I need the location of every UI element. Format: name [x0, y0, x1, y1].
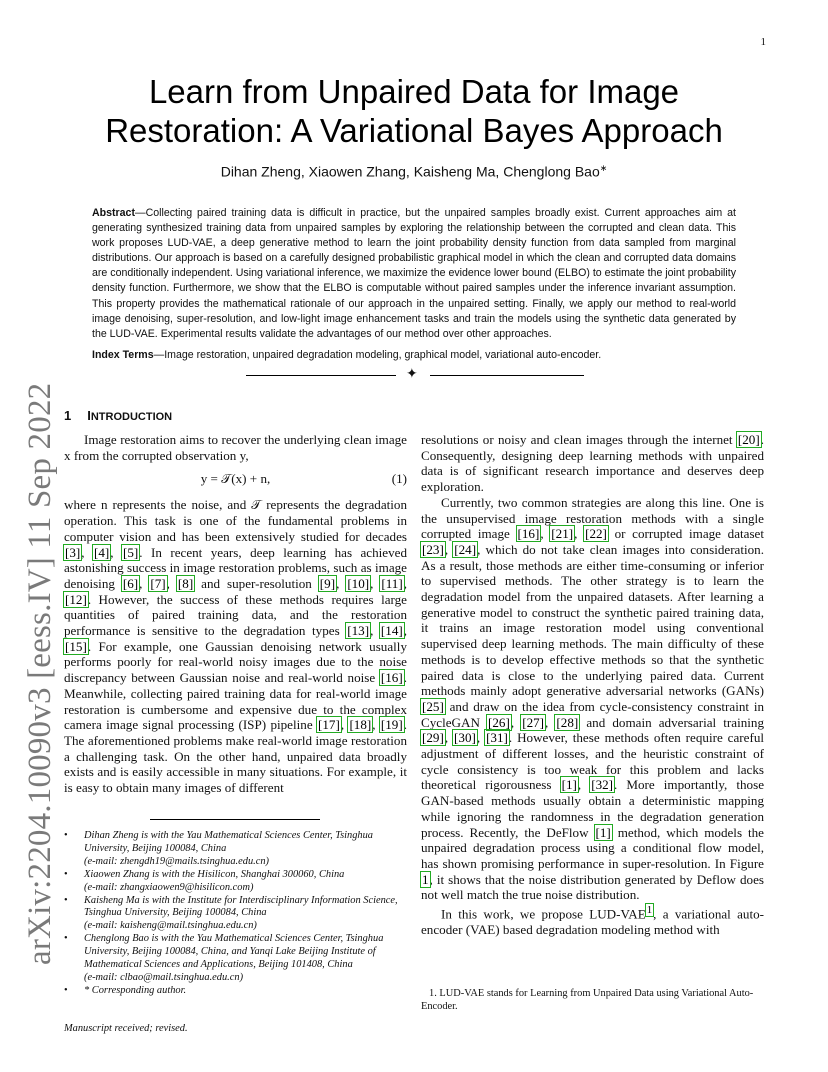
citation-link[interactable]: [18] — [349, 717, 372, 733]
citation-link[interactable]: [29] — [422, 730, 444, 746]
citation-link[interactable]: [23] — [422, 541, 444, 557]
text-run: . Meanwhile, collecting paired training data for real-world image restoration is cumbersome and expensive due to the complex camera image signal processing (ISP) pipeline — [64, 670, 407, 733]
citation-link[interactable]: [31] — [486, 730, 508, 746]
text-run: . However, these methods often require careful adjustment of different losses, and the heuristic constraint of cycle consistency is too weak for this problem and lacks theoretical rigorousness — [421, 730, 765, 793]
citation-link[interactable]: [3] — [65, 544, 81, 560]
affiliation-email: (e-mail: zhengdh19@mails.tsinghua.edu.cn) — [84, 855, 270, 867]
bullet-icon: • — [64, 894, 68, 906]
affiliation-item — [64, 830, 407, 869]
text-run: resolutions or noisy and clean images through the internet — [421, 432, 737, 447]
section-title-initial: I — [87, 408, 91, 423]
citation-link[interactable]: [28] — [556, 714, 579, 730]
text-run: . More importantly, those GAN-based methods usually obtain a deterministic mapping while ignoring the randomness in the degradation generation process. Recently, the DeFlow — [421, 777, 765, 840]
abstract-text: —Collecting paired training data is difficult in practice, but the unpaired samples broadly exist. Current approaches aim at generating synthesized training data from unpaired samples by exploring the relationship between the corrupted and clean data. This work proposes LUD-VAE, a deep generative method to learn the joint probability density function from data sampled from marginal distributions. Our approach is based on a carefully designed probabilistic graphical model in which the clean and corrupted data domains are conditionally independent. Using variational inference, we maximize the evidence lower bound (ELBO) to estimate the joint probability density function. Furthermore, we show that the ELBO is computable without paired samples under the inference invariant assumption. This property provides the mathematical rationale of our approach in the unpaired setting. Finally, we apply our method to real-world image denoising, super-resolution, and low-light image enhancement tasks and train the models using the synthetic data generated by the LUD-VAE. Experimental results validate the advantages of our method over other approaches. — [92, 207, 736, 340]
corresponding-author-mark: ∗ — [599, 163, 608, 173]
right-column — [421, 432, 764, 938]
affiliation-text: Dihan Zheng is with the Yau Mathematical Sciences Center, Tsinghua University, Beijing 100084, China — [84, 830, 374, 854]
citation-link[interactable]: [8] — [177, 575, 194, 591]
affiliation-item — [64, 933, 407, 985]
paragraph-strategies: Currently, two common strategies are along this line. One is the unsupervised image restoration methods with a single corrupted image [16], [21], [22] or corrupted image dataset [23], [24], which do not take clean images into consideration. As a result, those methods are either time-consuming or inferior to supervised methods. The other strategy is to learn the degradation model from the unpaired datasets. After learning a generative model to construct the synthetic paired training data, it trains an image restoration model using conventional supervised deep learning methods. The main difficulty of these methods is to develop effective methods so that the synthetic paired data is close to the underlying paired data. Current methods mainly adopt generative adversarial networks (GANs) [25] and draw on the idea from cycle-consistency constraint in CycleGAN [26], [27], [28] and domain adversarial training [29], [30], [31]. However, these methods often require careful adjustment of different losses, and the heuristic constraint of cycle consistency is too weak for this problem and lacks theoretical rigorousness [1], [32]. More importantly, those GAN-based methods usually obtain a deterministic mapping while ignoring the randomness in the degradation generation process. Recently, the DeFlow [1] method, which models the unpaired degradation process using a conditional flow model, has shown promising performance in super-resolution. In Figure 1, it shows that the noise distribution generated by Deflow does not well match the true noise distribution. — [421, 494, 765, 903]
title-line-2: Restoration: A Variational Bayes Approach — [105, 112, 723, 149]
author-affiliations — [64, 830, 407, 998]
citation-link[interactable]: [7] — [150, 575, 166, 591]
abstract — [92, 206, 736, 342]
citation-link[interactable]: [15] — [65, 638, 87, 654]
section-divider — [246, 368, 586, 382]
affiliation-text: Kaisheng Ma is with the Institute for Interdisciplinary Information Science, Tsinghua University, Beijing 100084, China — [84, 894, 398, 919]
text-run: and draw on the idea from cycle-consistency constraint in CycleGAN — [421, 698, 764, 730]
text-run: . The aforementioned problems make real-world image restoration a challenging task. On the other hand, unpaired data broadly exists and is easily accessible in many situations. For example, it is easy to obtain many images of different — [64, 717, 407, 796]
section-title-rest: NTRODUCTION — [90, 411, 173, 423]
citation-link[interactable]: [10] — [347, 575, 370, 591]
equation-1 — [64, 471, 407, 489]
citation-link[interactable]: [9] — [319, 575, 336, 591]
citation-link[interactable]: [16] — [517, 526, 540, 542]
text-run: , which do not take clean images into consideration. As a result, those methods are either time-consuming or inferior to supervised methods. The other strategy is to learn the degradation model from the unpaired datasets. After learning a generative model to construct the synthetic paired training data, it trains an image restoration model using conventional supervised deep learning methods. The main difficulty of these methods is to develop effective methods so that the synthetic paired data is close to the underlying paired data. Current methods mainly adopt generative adversarial networks (GANs) — [421, 541, 765, 699]
citation-link[interactable]: [25] — [422, 698, 444, 714]
citation-link[interactable]: [4] — [94, 544, 110, 560]
equation-body: y = 𝒯(x) + n, — [200, 471, 271, 487]
paragraph-continued — [421, 432, 764, 495]
index-terms-text: —Image restoration, unpaired degradation modeling, graphical model, variational auto-encoder. — [153, 349, 602, 361]
footnote-link[interactable]: 1 — [646, 904, 653, 917]
text-run: . In recent years, deep learning has achieved astonishing success in image restoration problems, such as image denoising — [64, 544, 408, 591]
citation-link[interactable]: [14] — [380, 623, 403, 639]
text-run: method, which models the unpaired degradation process using a conditional flow model, has shown promising performance in super-resolution. In Figure — [421, 824, 764, 871]
divider-diamond-icon: ✦ — [406, 367, 418, 382]
divider-rule-left — [246, 375, 396, 376]
citation-link[interactable]: [16] — [380, 670, 403, 686]
footnote-lud-vae: 1. LUD-VAE stands for Learning from Unpaired Data using Variational Auto-Encoder. — [421, 988, 754, 1012]
citation-link[interactable]: [12] — [65, 591, 87, 607]
text-run: . Consequently, designing deep learning methods with unpaired data is of significant research importance and deserves deep exploration. — [421, 432, 764, 495]
bullet-icon: • — [64, 984, 68, 996]
index-terms — [92, 348, 736, 363]
affiliation-text: Chenglong Bao is with the Yau Mathematical Sciences Center, Tsinghua University, Beijing 100084, China, and Yanqi Lake Beijing Institute of Mathematical Sciences and Applications, Beijing 101408, China — [84, 933, 384, 971]
citation-link[interactable]: [30] — [454, 730, 476, 746]
citation-link[interactable]: [5] — [123, 544, 139, 560]
affiliation-item — [64, 869, 407, 895]
corresponding-author-note: * Corresponding author. — [84, 984, 187, 996]
bullet-icon: • — [64, 933, 68, 945]
affiliation-email: (e-mail: clbao@mail.tsinghua.edu.cn) — [84, 971, 244, 983]
author-names: Dihan Zheng, Xiaowen Zhang, Kaisheng Ma, Chenglong Bao — [220, 163, 600, 180]
citation-link[interactable]: [20] — [737, 432, 760, 447]
citation-link[interactable]: [21] — [551, 526, 574, 542]
citation-link[interactable]: [6] — [122, 575, 139, 591]
text-run: , a variational auto-encoder (VAE) based degradation modeling method with — [421, 906, 765, 938]
citation-link[interactable]: [13] — [347, 623, 370, 639]
manuscript-note: Manuscript received; revised. — [64, 1023, 188, 1034]
divider-rule-right — [430, 375, 584, 376]
affiliation-text: Xiaowen Zhang is with the Hisilicon, Shanghai 300060, China — [84, 868, 345, 880]
citation-link[interactable]: [17] — [317, 717, 340, 733]
paper-title — [0, 72, 828, 150]
affiliation-email: (e-mail: zhangxiaowen9@hisilicon.com) — [84, 881, 254, 893]
affiliation-item — [64, 895, 407, 934]
text-run: where n represents the noise, and 𝒯 represents the degradation operation. This task is one of the fundamental problems in computer vision and has been extensively studied for decades — [64, 497, 407, 544]
bullet-icon: • — [64, 830, 68, 841]
citation-link[interactable]: [22] — [585, 526, 607, 542]
footnote-rule — [150, 819, 320, 820]
paragraph-proposal — [421, 903, 764, 938]
paragraph-intro: Image restoration aims to recover the underlying clean image x from the corrupted observation y, — [64, 432, 407, 463]
left-column — [64, 432, 407, 796]
citation-link[interactable]: [27] — [522, 714, 545, 730]
citation-link[interactable]: [1] — [561, 777, 577, 793]
text-run: and super-resolution — [194, 575, 319, 591]
text-run: or corrupted image dataset — [607, 526, 765, 542]
text-run: , it shows that the noise distribution generated by Deflow does not well match the true noise distribution. — [421, 871, 764, 903]
bullet-icon: • — [64, 868, 68, 880]
arxiv-identifier-stamp[interactable]: arXiv:2204.10090v3 [eess.IV] 11 Sep 2022 — [22, 382, 58, 965]
text-run: In this work, we propose LUD-VAE — [441, 906, 646, 922]
title-line-1: Learn from Unpaired Data for Image — [148, 73, 680, 110]
text-run: . For example, one Gaussian denoising network usually performs poorly for real-world noisy images due to the noise discrepancy between Gaussian noise and real-world noise — [64, 638, 407, 686]
abstract-label: Abstract — [92, 207, 135, 219]
affiliation-item — [64, 985, 407, 998]
page-number: 1 — [760, 36, 766, 48]
section-heading-introduction — [64, 408, 172, 423]
citation-link[interactable]: [26] — [488, 714, 510, 730]
index-terms-label: Index Terms — [92, 349, 154, 361]
author-list — [0, 163, 828, 180]
figure-link[interactable]: 1 — [422, 871, 429, 887]
citation-link[interactable]: [24] — [454, 541, 477, 557]
text-run: . However, the success of these methods requires large quantities of paired training data, and the restoration performance is sensitive to the degradation types — [64, 591, 407, 639]
text-run: and domain adversarial training — [579, 714, 764, 730]
paragraph-main: where n represents the noise, and 𝒯 represents the degradation operation. This task is one of the fundamental problems in computer vision and has been extensively studied for decades [3], [4], [5]. In recent years, deep learning has achieved astonishing success in image restoration problems, such as image denoising [6], [7], [8] and super-resolution [9], [10], [11], [12]. However, the success of these methods requires large quantities of paired training data, and the restoration performance is sensitive to the degradation types [13], [14], [15]. For example, one Gaussian denoising network usually performs poorly for real-world noisy images due to the noise discrepancy between Gaussian noise and real-world noise [16]. Meanwhile, collecting paired training data for real-world image restoration is cumbersome and expensive due to the complex camera image signal processing (ISP) pipeline [17], [18], [19]. The aforementioned problems make real-world image restoration a challenging task. On the other hand, unpaired data broadly exists and is easily accessible in many situations. For example, it is easy to obtain many images of different — [64, 497, 408, 796]
affiliation-email: (e-mail: kaisheng@mail.tsinghua.edu.cn) — [84, 920, 257, 932]
text-run: Currently, two common strategies are along this line. One is the unsupervised image restoration methods with a single corrupted image — [421, 494, 764, 542]
citation-link[interactable]: [32] — [591, 777, 614, 793]
equation-number: (1) — [391, 471, 407, 487]
section-number: 1 — [64, 408, 72, 423]
citation-link[interactable]: [1] — [595, 824, 611, 840]
citation-link[interactable]: [19] — [380, 717, 403, 733]
citation-link[interactable]: [11] — [381, 575, 403, 591]
